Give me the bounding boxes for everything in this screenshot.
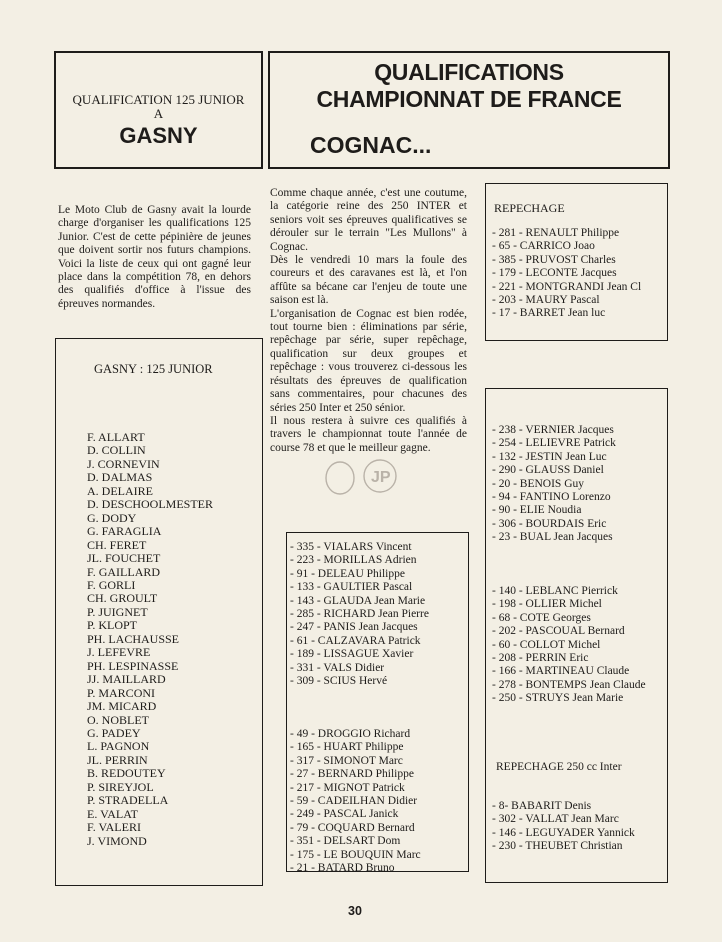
list-item: P. JUIGNET bbox=[87, 604, 148, 619]
list-item: - 309 - SCIUS Hervé bbox=[290, 675, 388, 688]
list-item: E. VALAT bbox=[87, 806, 138, 821]
repechage-inter-title: REPECHAGE 250 cc Inter bbox=[496, 761, 622, 773]
list-item: G. DODY bbox=[87, 510, 137, 525]
list-item: - 61 - CALZAVARA Patrick bbox=[290, 634, 421, 647]
list-item: - 208 - PERRIN Eric bbox=[492, 652, 589, 665]
list-item: - 68 - COTE Georges bbox=[492, 611, 591, 624]
list-item: - 217 - MIGNOT Patrick bbox=[290, 781, 405, 794]
list-item: - 132 - JESTIN Jean Luc bbox=[492, 450, 607, 463]
list-item: - 60 - COLLOT Michel bbox=[492, 638, 601, 651]
middle-group2-list bbox=[290, 728, 421, 875]
list-item: J. LEFEVRE bbox=[87, 645, 151, 660]
list-item: - 189 - LISSAGUE Xavier bbox=[290, 648, 414, 661]
list-item: - 146 - LEGUYADER Yannick bbox=[492, 826, 635, 839]
list-item: J. CORNEVIN bbox=[87, 456, 160, 471]
list-item: JL. PERRIN bbox=[87, 752, 148, 767]
list-item: PH. LACHAUSSE bbox=[87, 631, 180, 646]
repechage-title: REPECHAGE bbox=[494, 201, 565, 215]
list-item: CH. FERET bbox=[87, 537, 147, 552]
list-item: - 331 - VALS Didier bbox=[290, 661, 385, 674]
list-item: JJ. MAILLARD bbox=[87, 672, 166, 687]
right-group2-list bbox=[492, 585, 646, 706]
list-item: - 133 - GAULTIER Pascal bbox=[290, 581, 413, 594]
list-item: - 27 - BERNARD Philippe bbox=[290, 768, 414, 781]
intro-right-paragraph: Il nous restera à suivre ces qualifiés à travers le championnat toute l'année de course 78 et que le meilleur gagne. bbox=[270, 414, 467, 454]
list-item: - 79 - COQUARD Bernard bbox=[290, 821, 415, 834]
list-item: P. KLOPT bbox=[87, 618, 138, 633]
list-item: - 91 - DELEAU Philippe bbox=[290, 567, 405, 580]
list-item: F. VALERI bbox=[87, 820, 141, 835]
list-item: - 23 - BUAL Jean Jacques bbox=[492, 531, 613, 544]
list-item: - 90 - ELIE Noudia bbox=[492, 504, 582, 517]
main-subtitle: COGNAC... bbox=[310, 132, 432, 158]
main-title-line1: QUALIFICATIONS bbox=[374, 59, 564, 85]
list-item: - 21 - BATARD Bruno bbox=[290, 862, 395, 875]
list-item: - 230 - THEUBET Christian bbox=[492, 840, 623, 853]
list-item: - 143 - GLAUDA Jean Marie bbox=[290, 594, 426, 607]
list-item: O. NOBLET bbox=[87, 712, 149, 727]
header-left-line1: QUALIFICATION 125 JUNIOR bbox=[72, 92, 245, 107]
list-item: - 278 - BONTEMPS Jean Claude bbox=[492, 678, 646, 691]
list-item: A. DELAIRE bbox=[87, 483, 153, 498]
list-item: - 247 - PANIS Jean Jacques bbox=[290, 621, 418, 634]
middle-group1-list bbox=[290, 541, 429, 688]
list-item: - 166 - MARTINEAU Claude bbox=[492, 665, 630, 678]
list-item: - 202 - PASCOUAL Bernard bbox=[492, 625, 625, 638]
list-item: P. SIREYJOL bbox=[87, 779, 154, 794]
list-item: D. DESCHOOLMESTER bbox=[87, 497, 214, 512]
list-item: - 250 - STRUYS Jean Marie bbox=[492, 692, 624, 705]
list-item: - 385 - PRUVOST Charles bbox=[492, 253, 616, 266]
watermark-stamp bbox=[315, 456, 405, 502]
list-item: G. FARAGLIA bbox=[87, 524, 162, 539]
list-item: - 198 - OLLIER Michel bbox=[492, 598, 602, 611]
list-item: F. GAILLARD bbox=[87, 564, 161, 579]
right-group1-list bbox=[492, 424, 616, 545]
list-item: - 203 - MAURY Pascal bbox=[492, 294, 600, 307]
list-item: - 94 - FANTINO Lorenzo bbox=[492, 491, 611, 504]
list-item: - 281 - RENAULT Philippe bbox=[492, 227, 620, 239]
list-item: - 179 - LECONTE Jacques bbox=[492, 267, 617, 280]
list-item: - 165 - HUART Philippe bbox=[290, 741, 404, 754]
list-item: - 223 - MORILLAS Adrien bbox=[290, 554, 417, 567]
list-item: - 254 - LELIEVRE Patrick bbox=[492, 437, 616, 450]
list-item: - 285 - RICHARD Jean Pierre bbox=[290, 608, 429, 621]
header-left-subtitle bbox=[56, 93, 261, 121]
intro-right-paragraph: Dès le vendredi 10 mars la foule des coureurs et des caravanes est là, et l'on affûte sa bécane car l'enjeu de toute une saison est là. bbox=[270, 254, 467, 307]
list-item: - 317 - SIMONOT Marc bbox=[290, 754, 403, 767]
repechage-rider-list bbox=[492, 227, 641, 321]
page-number: 30 bbox=[348, 904, 362, 918]
list-item: - 238 - VERNIER Jacques bbox=[492, 424, 614, 436]
intro-right-paragraph: L'organisation de Cognac est bien rodée, tout tourne bien : éliminations par série, repêchage par série, super repêchage, qualification sur deux groupes et repêchage : vous trouverez ci-dessous les résultats des épreuves de qualification sans commentaires, pour chacunes des séries 250 Inter et 250 sénior. bbox=[270, 307, 467, 414]
list-item: JL. FOUCHET bbox=[87, 551, 161, 566]
list-item: D. DALMAS bbox=[87, 470, 153, 485]
intro-right-paragraph: Comme chaque année, c'est une coutume, la catégorie reine des 250 INTER et seniors voit ses épreuves qualificatives se dérouler sur le terrain "Les Mullons" à Cognac. bbox=[270, 187, 467, 253]
list-item: - 290 - GLAUSS Daniel bbox=[492, 464, 604, 477]
header-right-box bbox=[268, 51, 670, 169]
list-item: - 20 - BENOIS Guy bbox=[492, 477, 584, 490]
list-item: - 140 - LEBLANC Pierrick bbox=[492, 585, 618, 597]
intro-right-text bbox=[270, 187, 467, 455]
list-item: J. VIMOND bbox=[87, 833, 147, 848]
gasny-results-title: GASNY : 125 JUNIOR bbox=[94, 362, 213, 376]
list-item: - 221 - MONTGRANDI Jean Cl bbox=[492, 280, 642, 293]
list-item: - 59 - CADEILHAN Didier bbox=[290, 795, 418, 808]
gasny-rider-list bbox=[87, 431, 213, 848]
list-item: B. REDOUTEY bbox=[87, 766, 166, 781]
stamp-face-outline bbox=[326, 462, 354, 494]
list-item: PH. LESPINASSE bbox=[87, 658, 179, 673]
header-left-box bbox=[54, 51, 263, 169]
list-item: CH. GROULT bbox=[87, 591, 158, 606]
header-left-city: GASNY bbox=[119, 123, 198, 148]
stamp-text: JP bbox=[371, 469, 391, 486]
list-item: L. PAGNON bbox=[87, 739, 150, 754]
list-item: - 65 - CARRICO Joao bbox=[492, 240, 595, 253]
list-item: - 302 - VALLAT Jean Marc bbox=[492, 813, 619, 826]
intro-left-paragraph: Le Moto Club de Gasny avait la lourde charge d'organiser les qualifications 125 Junior. C'est de cette pépinière de jeunes que doivent sortir nos futurs champions. Voici la liste de ceux qui ont gagné leur place dans la compétition 78, en dehors des qualifiés d'office à l'issue des épreuves normandes. bbox=[58, 204, 251, 310]
list-item: D. COLLIN bbox=[87, 443, 146, 458]
list-item: - 335 - VIALARS Vincent bbox=[290, 541, 412, 553]
list-item: - 17 - BARRET Jean luc bbox=[492, 307, 606, 320]
header-left-line2: A bbox=[153, 106, 164, 121]
list-item: - 306 - BOURDAIS Eric bbox=[492, 517, 607, 530]
list-item: P. STRADELLA bbox=[87, 793, 169, 808]
list-item: JM. MICARD bbox=[87, 699, 157, 714]
list-item: - 249 - PASCAL Janick bbox=[290, 808, 399, 821]
gasny-results-box bbox=[55, 338, 263, 886]
list-item: - 351 - DELSART Dom bbox=[290, 835, 401, 848]
list-item: F. GORLI bbox=[87, 577, 136, 592]
main-title-line2: CHAMPIONNAT DE FRANCE bbox=[316, 86, 622, 112]
list-item: - 8- BABARIT Denis bbox=[492, 800, 592, 812]
list-item: - 49 - DROGGIO Richard bbox=[290, 728, 411, 740]
list-item: P. MARCONI bbox=[87, 685, 156, 700]
list-item: - 175 - LE BOUQUIN Marc bbox=[290, 848, 421, 861]
list-item: F. ALLART bbox=[87, 430, 145, 444]
list-item: G. PADEY bbox=[87, 725, 141, 740]
right-group3-list bbox=[492, 800, 635, 854]
